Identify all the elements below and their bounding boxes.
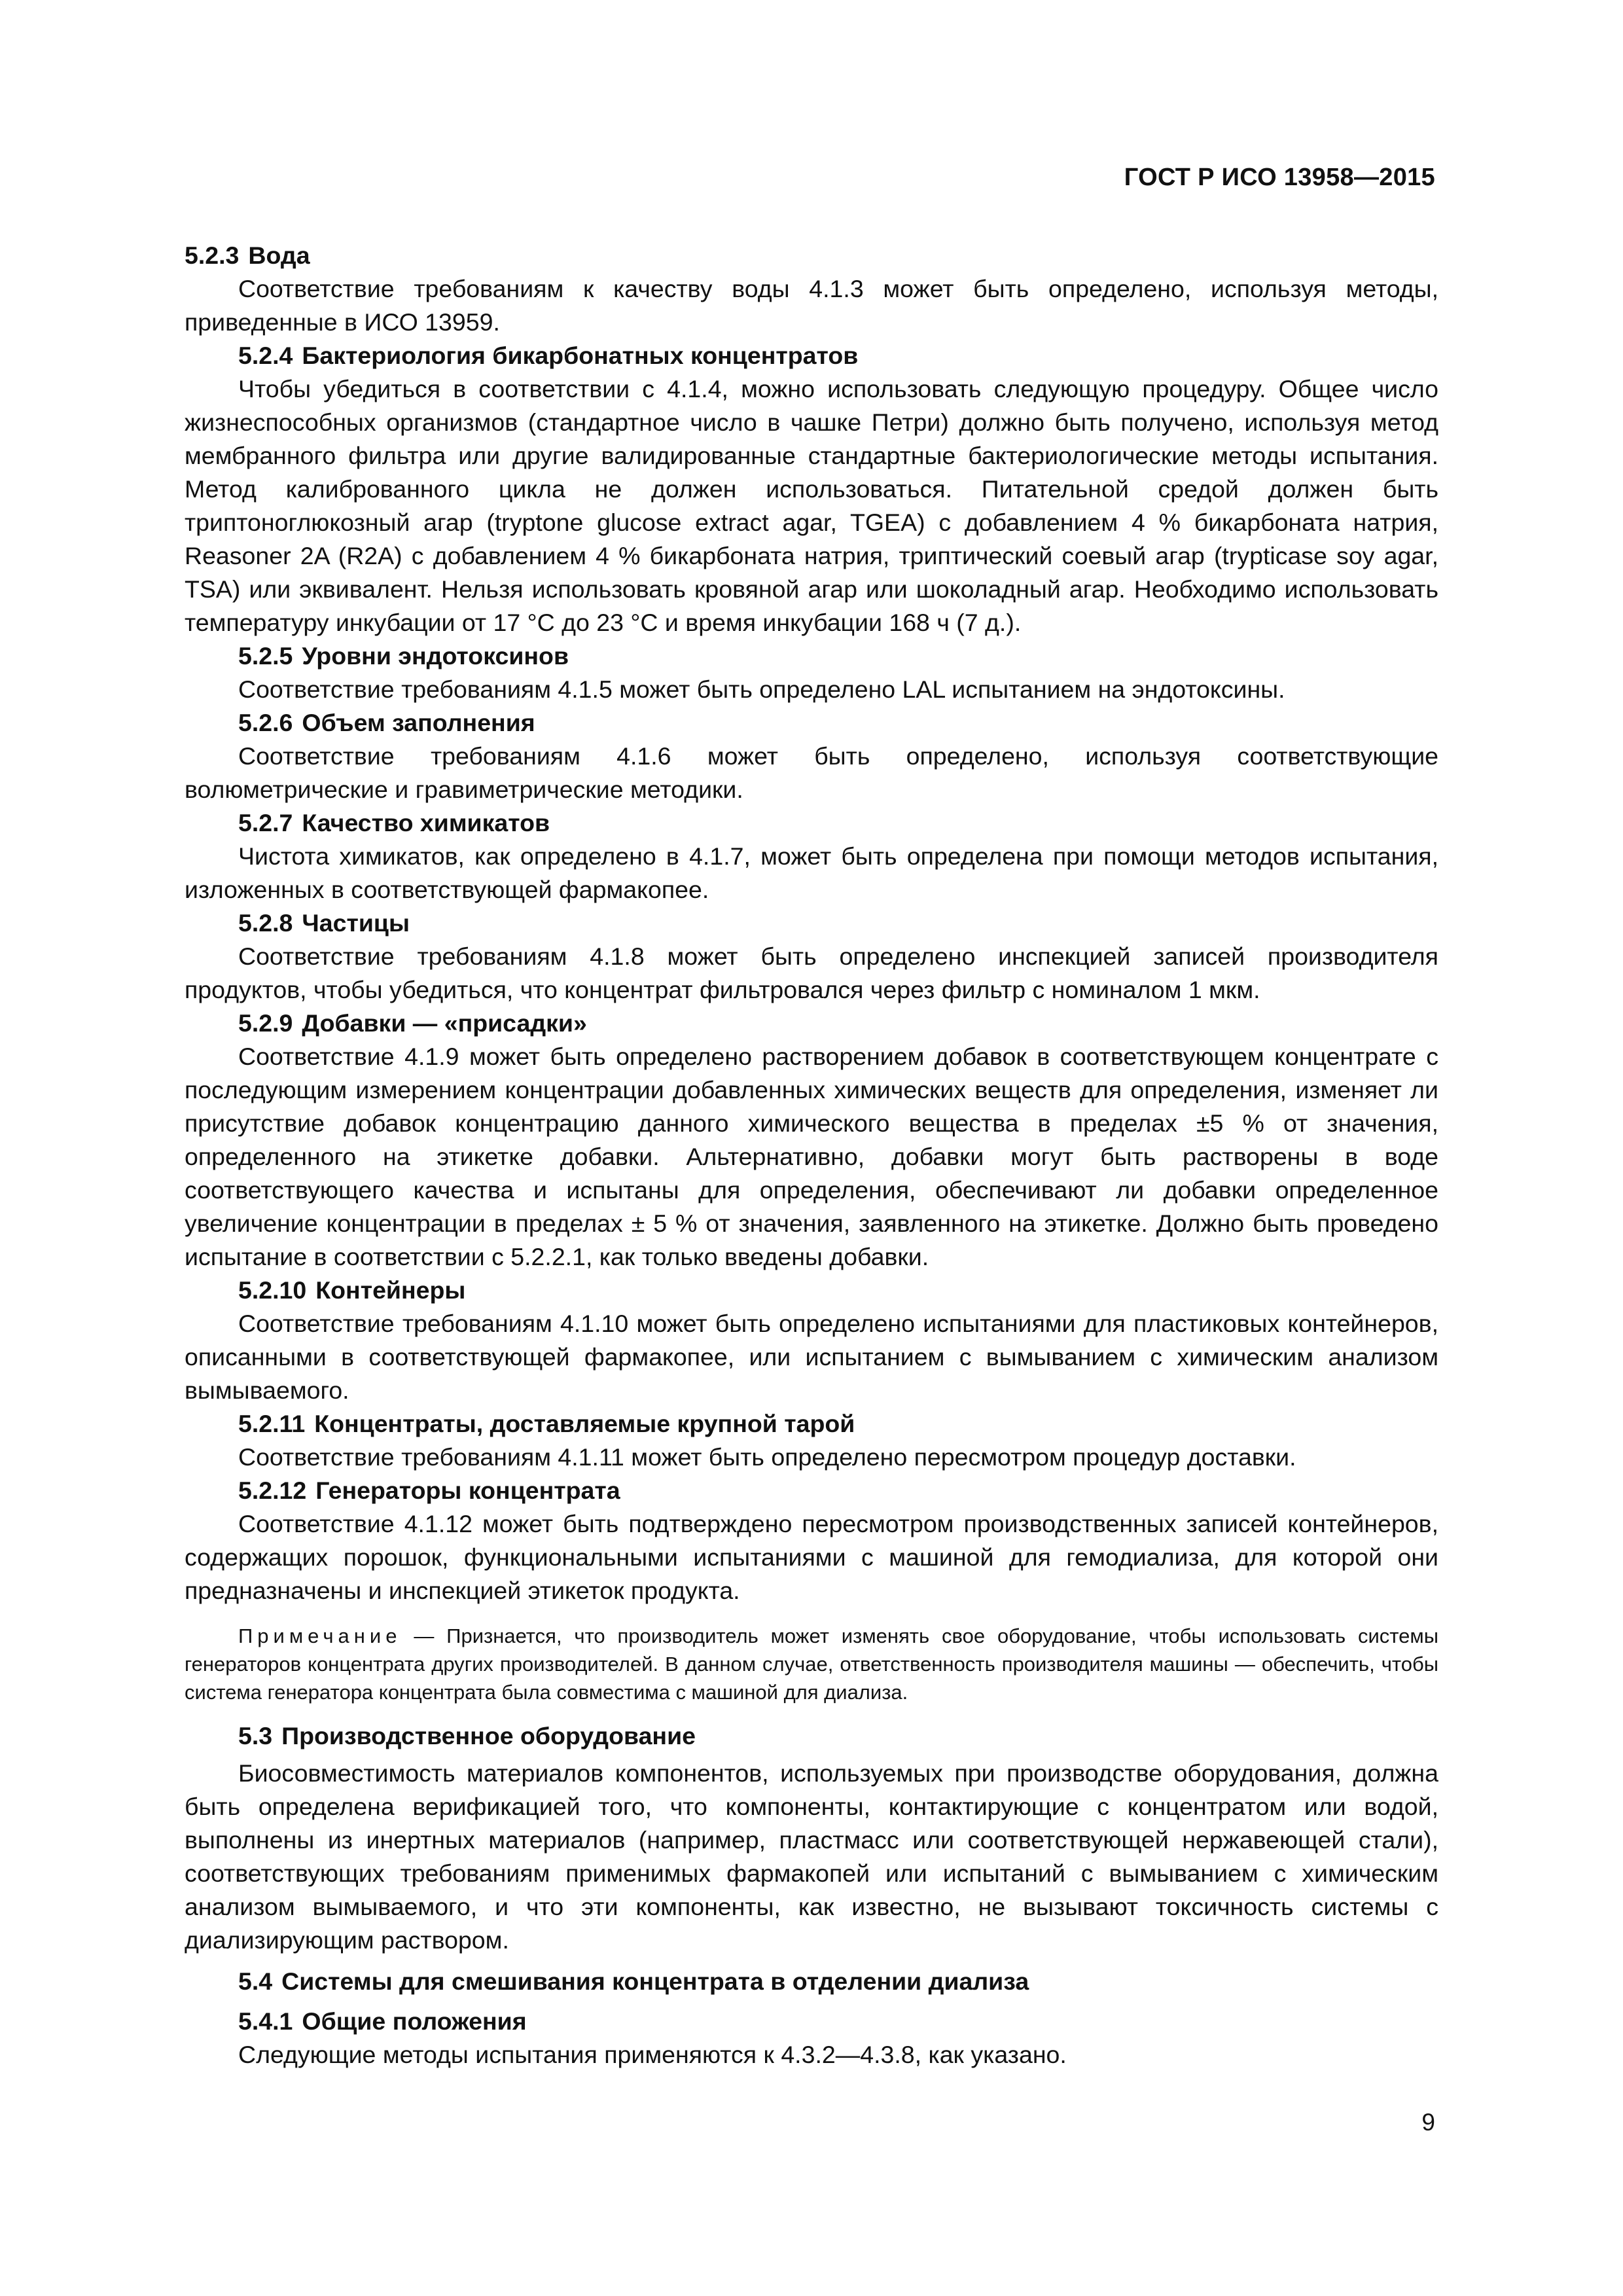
spacer bbox=[185, 1998, 1438, 2005]
section-heading-5-2-5: 5.2.5 Уровни эндотоксинов bbox=[238, 642, 569, 670]
note-paragraph bbox=[185, 1622, 1438, 1706]
note-text: — Признается, что производитель может изменять свое оборудование, чтобы использовать системы генераторов концентрата других производителей. В данном случае, ответственность производителя машины — обеспечить, чтобы система генератора концентрата была совместима с машиной для диализа. bbox=[185, 1624, 1438, 1704]
section-text-5-2-8: Соответствие требованиям 4.1.8 может быть определено инспекцией записей производителя продуктов, чтобы убедиться, что концентрат фильтровался через фильтр с номиналом 1 мкм. bbox=[185, 942, 1438, 1003]
section-heading-5-2-12: 5.2.12 Генераторы концентрата bbox=[238, 1477, 620, 1504]
section-text-5-2-5: Соответствие требованиям 4.1.5 может быть определено LAL испытанием на эндотоксины. bbox=[238, 675, 1285, 703]
section-text-5-2-9: Соответствие 4.1.9 может быть определено растворением добавок в соответствующем концентрате с последующим измерением концентрации добавленных химических веществ для определения, изменяет ли присутствие добавок концентрацию данного химического вещества в пределах ±5 % от значения, определенного на этикетке добавки. Альтернативно, добавки могут быть растворены в воде соответствующего качества и испытаны для определения, обеспечивают ли добавки определенное увеличение концентрации в пределах ± 5 % от значения, заявленного на этикетке. Должно быть проведено испытание в соответствии с 5.2.2.1, как только введены добавки. bbox=[185, 1043, 1438, 1270]
section-heading-5-2-4: 5.2.4 Бактериология бикарбонатных концентратов bbox=[238, 342, 859, 369]
section-heading-5-2-8: 5.2.8 Частицы bbox=[238, 909, 410, 937]
section-heading-5-4-1: 5.4.1 Общие положения bbox=[238, 2007, 527, 2035]
section-text-5-2-6: Соответствие требованиям 4.1.6 может быть определено, используя соответствующие волюметрические и гравиметрические методики. bbox=[185, 742, 1438, 803]
section-text-5-4-1: Следующие методы испытания применяются к 4.3.2—4.3.8, как указано. bbox=[238, 2041, 1067, 2068]
section-text-5-2-12: Соответствие 4.1.12 может быть подтверждено пересмотром производственных записей контейнеров, содержащих порошок, функциональными испытаниями с машиной для гемодиализа, для которой они предназначены и инспекцией этикеток продукта. bbox=[185, 1510, 1438, 1604]
section-heading-5-2-3: 5.2.3 Вода bbox=[185, 242, 310, 269]
section-heading-5-2-11: 5.2.11 Концентраты, доставляемые крупной тарой bbox=[238, 1410, 855, 1437]
page-content bbox=[185, 239, 1438, 2072]
section-text-5-2-7: Чистота химикатов, как определено в 4.1.7, может быть определена при помощи методов испытания, изложенных в соответствующей фармакопее. bbox=[185, 842, 1438, 903]
page-number: 9 bbox=[1421, 2109, 1435, 2136]
section-text-5-2-3: Соответствие требованиям к качеству воды 4.1.3 может быть определено, используя методы, приведенные в ИСО 13959. bbox=[185, 275, 1438, 336]
section-heading-5-2-6: 5.2.6 Объем заполнения bbox=[238, 709, 535, 736]
spacer bbox=[185, 1957, 1438, 1965]
section-heading-5-4: 5.4 Системы для смешивания концентрата в отделении диализа bbox=[238, 1967, 1029, 1995]
document-id-header: ГОСТ Р ИСО 13958—2015 bbox=[1124, 164, 1435, 191]
section-text-5-2-4: Чтобы убедиться в соответствии с 4.1.4, можно использовать следующую процедуру. Общее число жизнеспособных организмов (стандартное число в чашке Петри) должно быть получено, используя метод мембранного фильтра или другие валидированные стандартные бактериологические методы испытания. Метод калиброванного цикла не должен использоваться. Питательной средой должен быть триптоноглюкозный агар (tryptone glucose extract agar, TGEA) с добавлением 4 % бикарбоната натрия, Reasoner 2A (R2A) с добавлением 4 % бикарбоната натрия, триптический соевый агар (trypticase soy agar, TSA) или эквивалент. Нельзя использовать кровяной агар или шоколадный агар. Необходимо использовать температуру инкубации от 17 °C до 23 °C и время инкубации 168 ч (7 д.). bbox=[185, 375, 1438, 636]
section-text-5-2-11: Соответствие требованиям 4.1.11 может быть определено пересмотром процедур доставки. bbox=[238, 1443, 1296, 1471]
note-label: Примечание bbox=[238, 1624, 402, 1647]
section-heading-5-2-10: 5.2.10 Контейнеры bbox=[238, 1276, 466, 1304]
section-heading-5-2-9: 5.2.9 Добавки — «присадки» bbox=[238, 1009, 587, 1037]
section-text-5-2-10: Соответствие требованиям 4.1.10 может быть определено испытаниями для пластиковых контейнеров, описанными в соответствующей фармакопее, или испытанием с вымыванием с химическим анализом вымываемого. bbox=[185, 1310, 1438, 1404]
section-heading-5-3: 5.3 Производственное оборудование bbox=[238, 1722, 696, 1749]
section-text-5-3: Биосовместимость материалов компонентов, используемых при производстве оборудования, должна быть определена верификацией того, что компоненты, контактирующие с концентратом или водой, выполнены из инертных материалов (например, пластмасс или соответствующей нержавеющей стали), соответствующих требованиям применимых фармакопей или испытаний с вымыванием с химическим анализом вымываемого, и что эти компоненты, как известно, не вызывают токсичность системы с диализирующим раствором. bbox=[185, 1759, 1438, 1954]
section-heading-5-2-7: 5.2.7 Качество химикатов bbox=[238, 809, 550, 836]
